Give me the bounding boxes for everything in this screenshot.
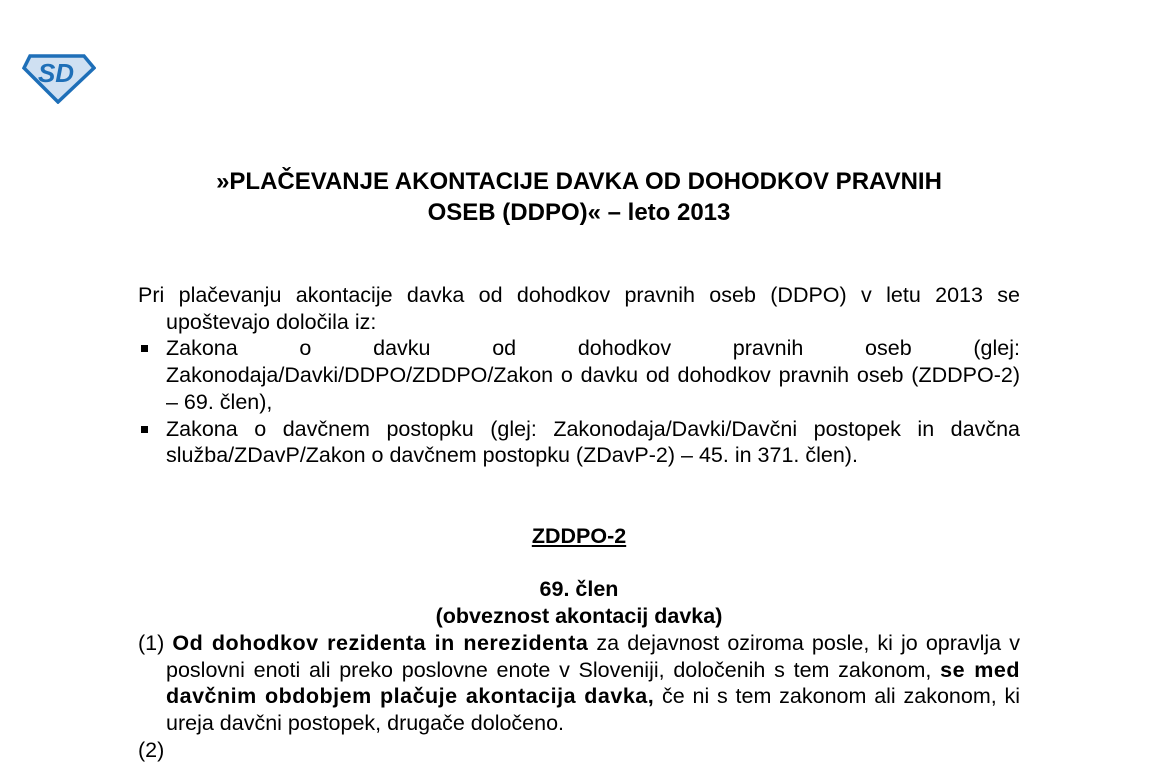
bullet-item xyxy=(138,335,1020,415)
bold-text: se med davčnim obdobjem plačuje akontacija davka, xyxy=(166,657,1020,709)
bold-text: Od dohodkov rezidenta in nerezidenta xyxy=(172,631,589,655)
article-paragraph-1 xyxy=(138,630,1020,764)
paragraph-number: (1) xyxy=(138,631,173,655)
title-line-2: OSEB (DDPO)« – leto 2013 xyxy=(427,199,731,226)
bullet-item xyxy=(138,416,1020,469)
bullet-icon xyxy=(141,345,148,352)
bullet-icon xyxy=(141,426,148,433)
text: za dejavnost oziroma posle, ki jo opravlja v poslovni enoti ali preko poslovne enote v Sloveniji, določenih s tem zakonom, xyxy=(166,631,1020,682)
intro-section xyxy=(138,282,1020,469)
title-line-1: »PLAČEVANJE AKONTACIJE DAVKA OD DOHODKOV PRAVNIH xyxy=(216,168,942,195)
article-number: 69. člen xyxy=(539,577,619,601)
bullet-text: Zakona o davčnem postopku (glej: Zakonodaja/Davki/Davčni postopek in davčna služba/ZDavP/Zakon o davčnem postopku (ZDavP-2) – 45. in 371. člen). xyxy=(166,416,1020,468)
company-logo xyxy=(22,50,96,104)
bullet-text: Zakona o davku od dohodkov pravnih oseb (glej: Zakonodaja/Davki/DDPO/ZDDPO/Zakon o davku od dohodkov pravnih oseb (ZDDPO-2) – 69. člen), xyxy=(166,336,1020,414)
text: če ni s tem zakonom ali zakonom, ki ureja davčni postopek, drugače določeno. xyxy=(166,684,1021,736)
intro-paragraph: Pri plačevanju akontacije davka od dohodkov pravnih oseb (DDPO) v letu 2013 se upoštevajo določila iz: xyxy=(138,283,1020,334)
article-subtitle: (obveznost akontacij davka) xyxy=(435,604,723,628)
document-title xyxy=(138,166,1020,228)
section-heading: ZDDPO-2 xyxy=(531,524,627,548)
svg-text:SD: SD xyxy=(37,58,75,88)
article-paragraph-2: (2) xyxy=(138,737,165,762)
